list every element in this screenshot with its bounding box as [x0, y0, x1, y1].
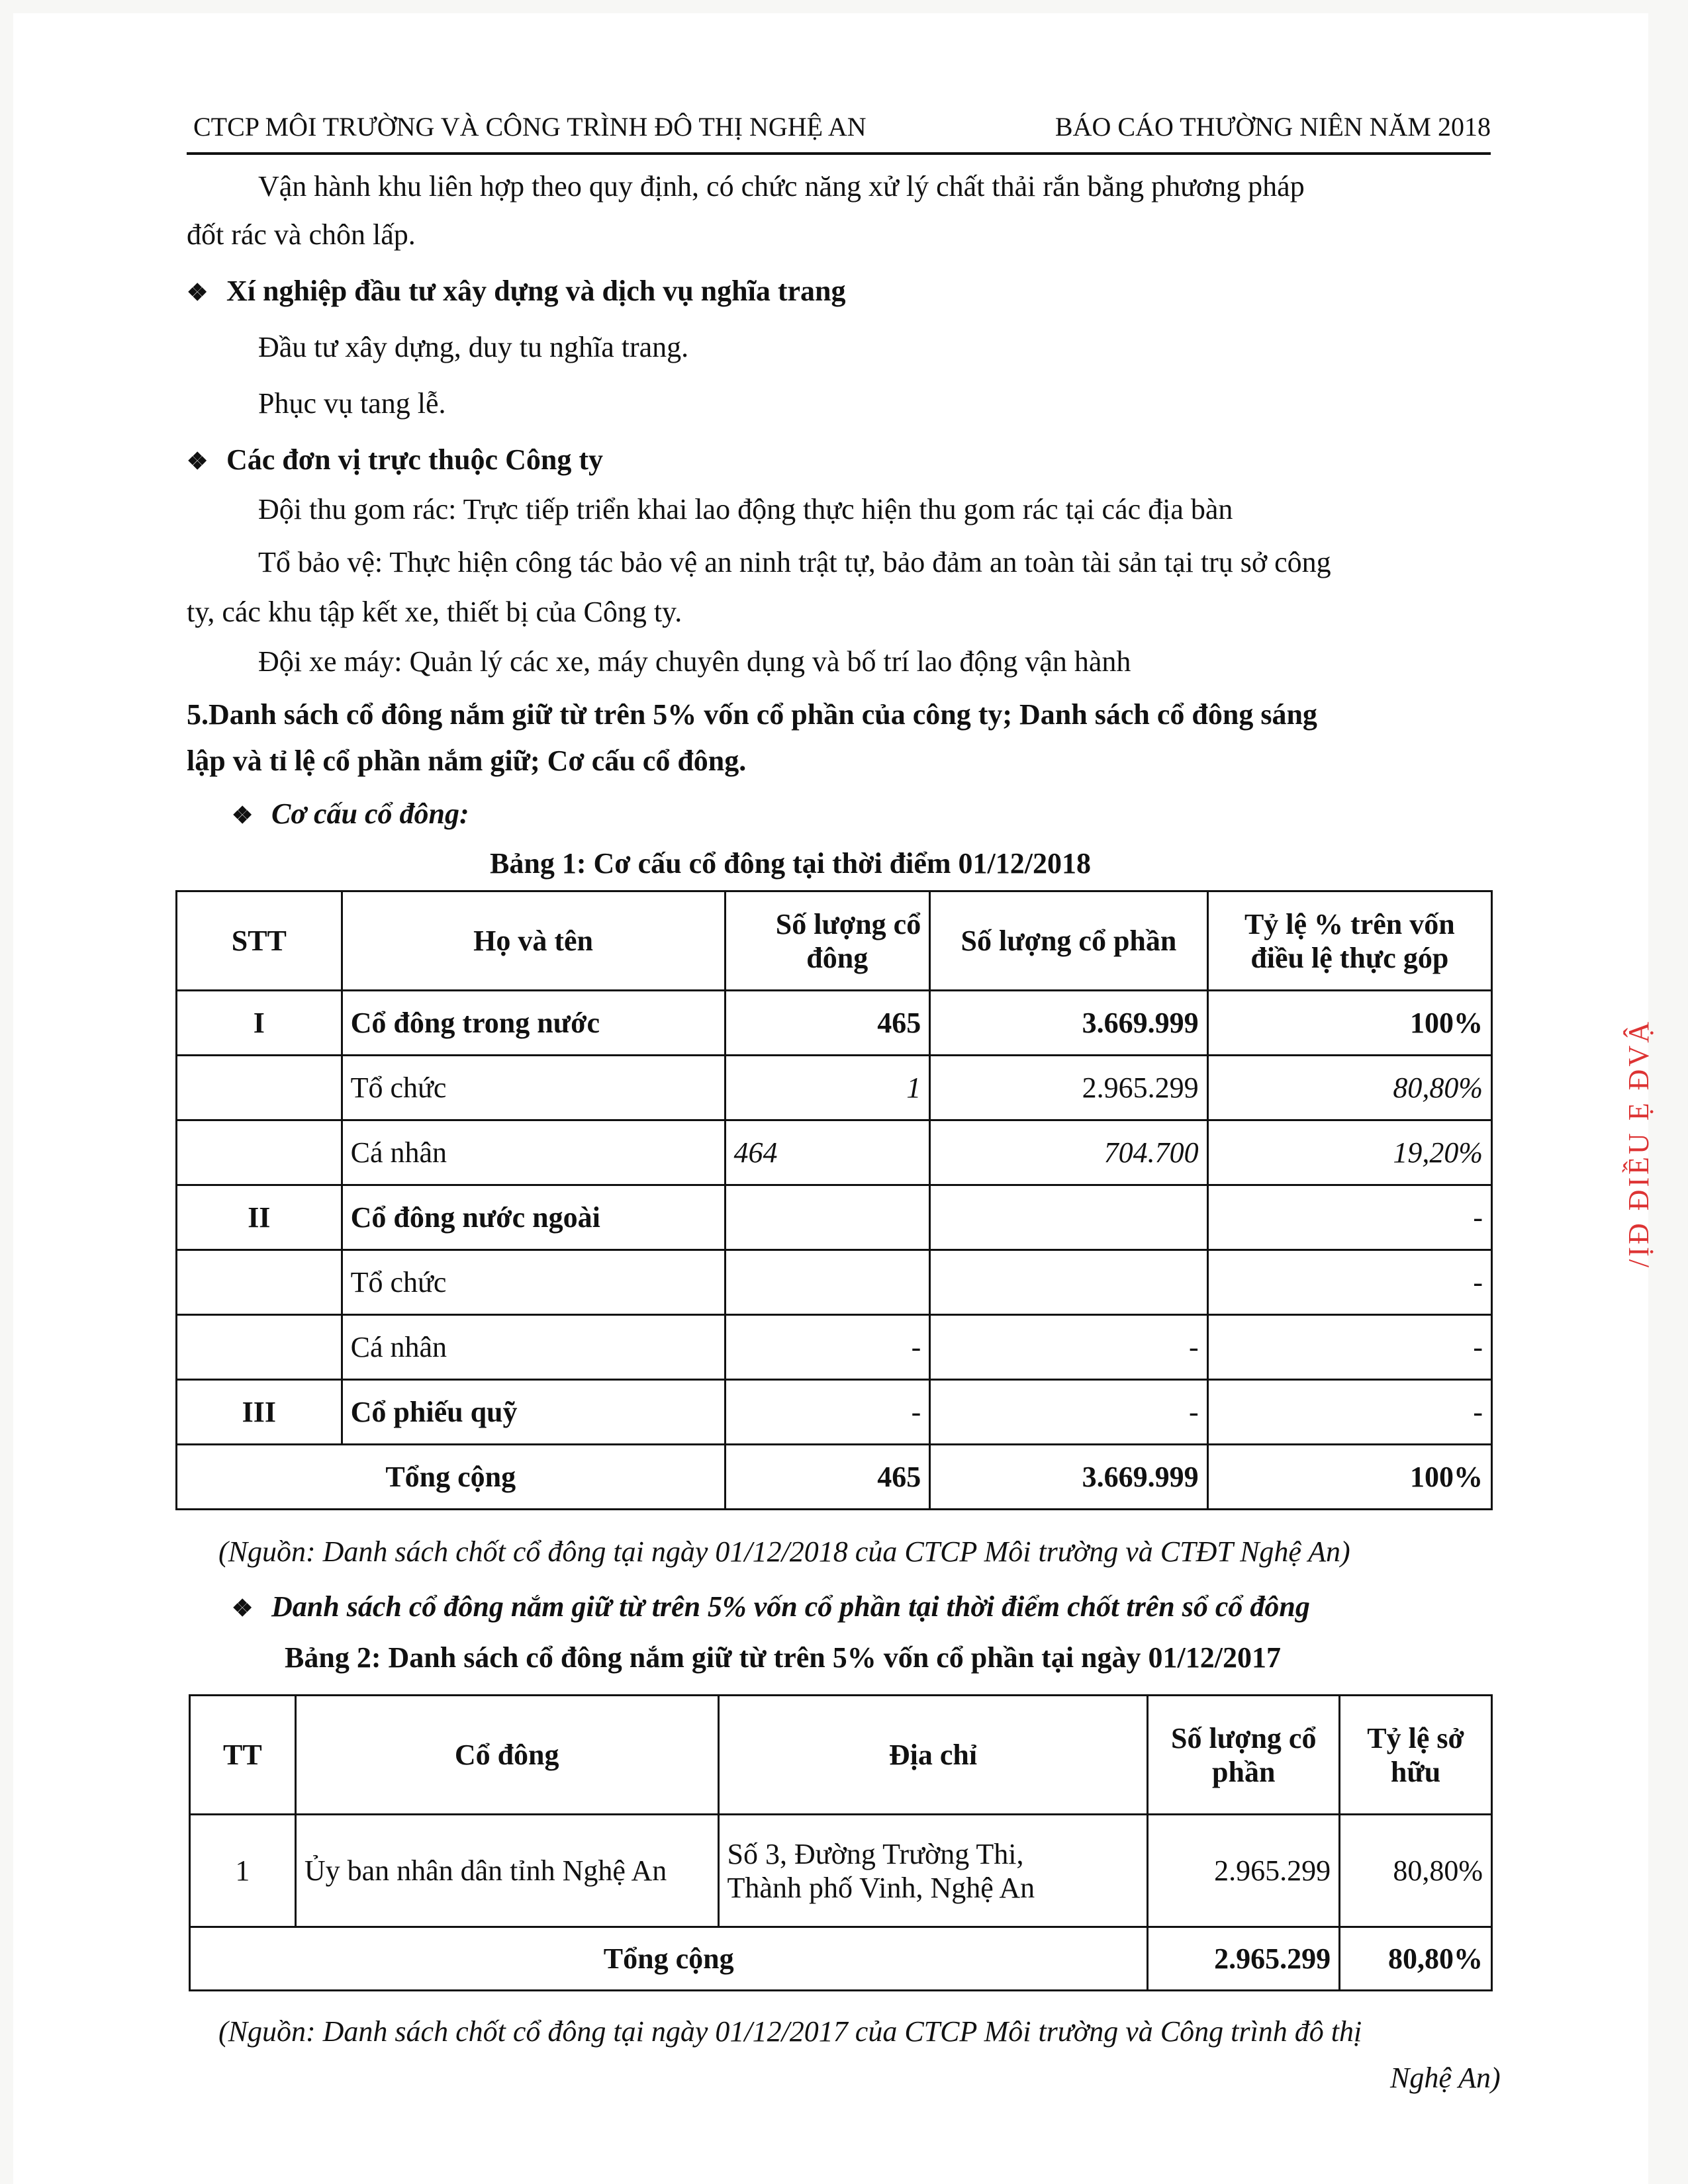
red-stamp-mark: /ỊĐ ĐIỀU Ẹ ĐVẬ	[1622, 1019, 1655, 1267]
column-header: STT	[177, 891, 342, 991]
paragraph: Phục vụ tang lễ.	[258, 387, 446, 420]
cell: -	[725, 1380, 930, 1445]
table-caption: Bảng 1: Cơ cấu cổ đông tại thời điểm 01/12/2018	[490, 847, 1091, 880]
cell: -	[930, 1380, 1207, 1445]
cell: -	[1207, 1250, 1491, 1315]
cell: 465	[725, 1445, 930, 1510]
table-total-row	[190, 1927, 1492, 1991]
table-header-row	[190, 1696, 1492, 1815]
cell: 2.965.299	[930, 1056, 1207, 1120]
cell: 465	[725, 991, 930, 1056]
cell: Tổ chức	[342, 1250, 725, 1315]
table-source-note: (Nguồn: Danh sách chốt cổ đông tại ngày 01/12/2017 của CTCP Môi trường và Công trình đô thị	[218, 2015, 1362, 2048]
sub-heading: ❖ Cơ cấu cổ đông:	[232, 794, 469, 835]
cell	[177, 1315, 342, 1380]
cell: 3.669.999	[930, 1445, 1207, 1510]
cell: -	[1207, 1185, 1491, 1250]
cell: Ủy ban nhân dân tỉnh Nghệ An	[295, 1815, 718, 1927]
column-header: Họ và tên	[342, 891, 725, 991]
cell: 1	[190, 1815, 296, 1927]
cell: -	[725, 1315, 930, 1380]
table-row	[177, 1185, 1492, 1250]
cell: 2.965.299	[1148, 1927, 1340, 1991]
shareholder-structure-table	[175, 890, 1493, 1510]
section-title: lập và tỉ lệ cổ phần nắm giữ; Cơ cấu cổ đông.	[187, 745, 747, 777]
table-row	[190, 1815, 1492, 1927]
paragraph: Vận hành khu liên hợp theo quy định, có chức năng xử lý chất thải rắn bằng phương pháp	[258, 170, 1305, 203]
table-source-note: (Nguồn: Danh sách chốt cổ đông tại ngày 01/12/2018 của CTCP Môi trường và CTĐT Nghệ An)	[218, 1535, 1350, 1568]
cell	[177, 1250, 342, 1315]
column-header: Địa chỉ	[718, 1696, 1148, 1815]
cell: Tổng cộng	[190, 1927, 1148, 1991]
cell: Cổ đông trong nước	[342, 991, 725, 1056]
cell	[177, 1120, 342, 1185]
document-page	[13, 13, 1648, 2184]
table-header-row	[177, 891, 1492, 991]
cell: 100%	[1207, 991, 1491, 1056]
section-heading: ❖ Các đơn vị trực thuộc Công ty	[187, 440, 603, 481]
table-row	[177, 1315, 1492, 1380]
report-title: BÁO CÁO THƯỜNG NIÊN NĂM 2018	[1055, 112, 1491, 142]
cell: -	[930, 1315, 1207, 1380]
paragraph: Đầu tư xây dựng, duy tu nghĩa trang.	[258, 331, 689, 363]
cell: 464	[725, 1120, 930, 1185]
paragraph: Đội xe máy: Quản lý các xe, máy chuyên dụng và bố trí lao động vận hành	[258, 645, 1131, 678]
diamond-bullet-icon: ❖	[187, 448, 209, 475]
page-header	[187, 106, 1491, 155]
cell: 2.965.299	[1148, 1815, 1340, 1927]
cell: Số 3, Đường Trường Thi, Thành phố Vinh, Nghệ An	[718, 1815, 1148, 1927]
cell: 704.700	[930, 1120, 1207, 1185]
cell	[725, 1185, 930, 1250]
cell: 3.669.999	[930, 991, 1207, 1056]
cell: Tổng cộng	[177, 1445, 726, 1510]
column-header: Số lượng cổ phần	[930, 891, 1207, 991]
cell: 19,20%	[1207, 1120, 1491, 1185]
table-row	[177, 1056, 1492, 1120]
cell	[725, 1250, 930, 1315]
table-row	[177, 1380, 1492, 1445]
section-heading: ❖ Xí nghiệp đầu tư xây dựng và dịch vụ nghĩa trang	[187, 271, 846, 312]
cell: Cá nhân	[342, 1120, 725, 1185]
table-row	[177, 991, 1492, 1056]
cell: 80,80%	[1207, 1056, 1491, 1120]
cell: III	[177, 1380, 342, 1445]
table-row	[177, 1250, 1492, 1315]
cell: Cá nhân	[342, 1315, 725, 1380]
paragraph: Tổ bảo vệ: Thực hiện công tác bảo vệ an ninh trật tự, bảo đảm an toàn tài sản tại trụ sở công	[258, 546, 1331, 578]
cell: 100%	[1207, 1445, 1491, 1510]
table-source-note: Nghệ An)	[1390, 2062, 1501, 2094]
cell: Cổ đông nước ngoài	[342, 1185, 725, 1250]
cell	[930, 1250, 1207, 1315]
paragraph: đốt rác và chôn lấp.	[187, 218, 416, 251]
column-header: Số lượng cổ đông	[725, 891, 930, 991]
diamond-bullet-icon: ❖	[232, 1595, 254, 1621]
cell: II	[177, 1185, 342, 1250]
cell	[177, 1056, 342, 1120]
cell: -	[1207, 1380, 1491, 1445]
cell: Cổ phiếu quỹ	[342, 1380, 725, 1445]
table-total-row	[177, 1445, 1492, 1510]
section-title: 5.Danh sách cổ đông nắm giữ từ trên 5% vốn cổ phần của công ty; Danh sách cổ đông sáng	[187, 698, 1317, 731]
cell	[930, 1185, 1207, 1250]
column-header: Tỷ lệ sở hữu	[1340, 1696, 1492, 1815]
sub-heading: ❖ Danh sách cổ đông nắm giữ từ trên 5% vốn cổ phần tại thời điểm chốt trên sổ cổ đông	[232, 1587, 1310, 1628]
major-shareholders-table	[189, 1694, 1493, 1991]
diamond-bullet-icon: ❖	[232, 802, 254, 829]
table-row	[177, 1120, 1492, 1185]
column-header: Tỷ lệ % trên vốn điều lệ thực góp	[1207, 891, 1491, 991]
paragraph: Đội thu gom rác: Trực tiếp triển khai lao động thực hiện thu gom rác tại các địa bàn	[258, 493, 1233, 525]
paragraph: ty, các khu tập kết xe, thiết bị của Công ty.	[187, 596, 682, 628]
diamond-bullet-icon: ❖	[187, 279, 209, 306]
cell: 80,80%	[1340, 1927, 1492, 1991]
cell: 1	[725, 1056, 930, 1120]
column-header: Số lượng cổ phần	[1148, 1696, 1340, 1815]
column-header: Cổ đông	[295, 1696, 718, 1815]
column-header: TT	[190, 1696, 296, 1815]
cell: -	[1207, 1315, 1491, 1380]
table-caption: Bảng 2: Danh sách cổ đông nắm giữ từ trên 5% vốn cổ phần tại ngày 01/12/2017	[285, 1641, 1281, 1674]
cell: 80,80%	[1340, 1815, 1492, 1927]
cell: Tổ chức	[342, 1056, 725, 1120]
company-name: CTCP MÔI TRƯỜNG VÀ CÔNG TRÌNH ĐÔ THỊ NGHỆ AN	[193, 112, 867, 142]
cell: I	[177, 991, 342, 1056]
